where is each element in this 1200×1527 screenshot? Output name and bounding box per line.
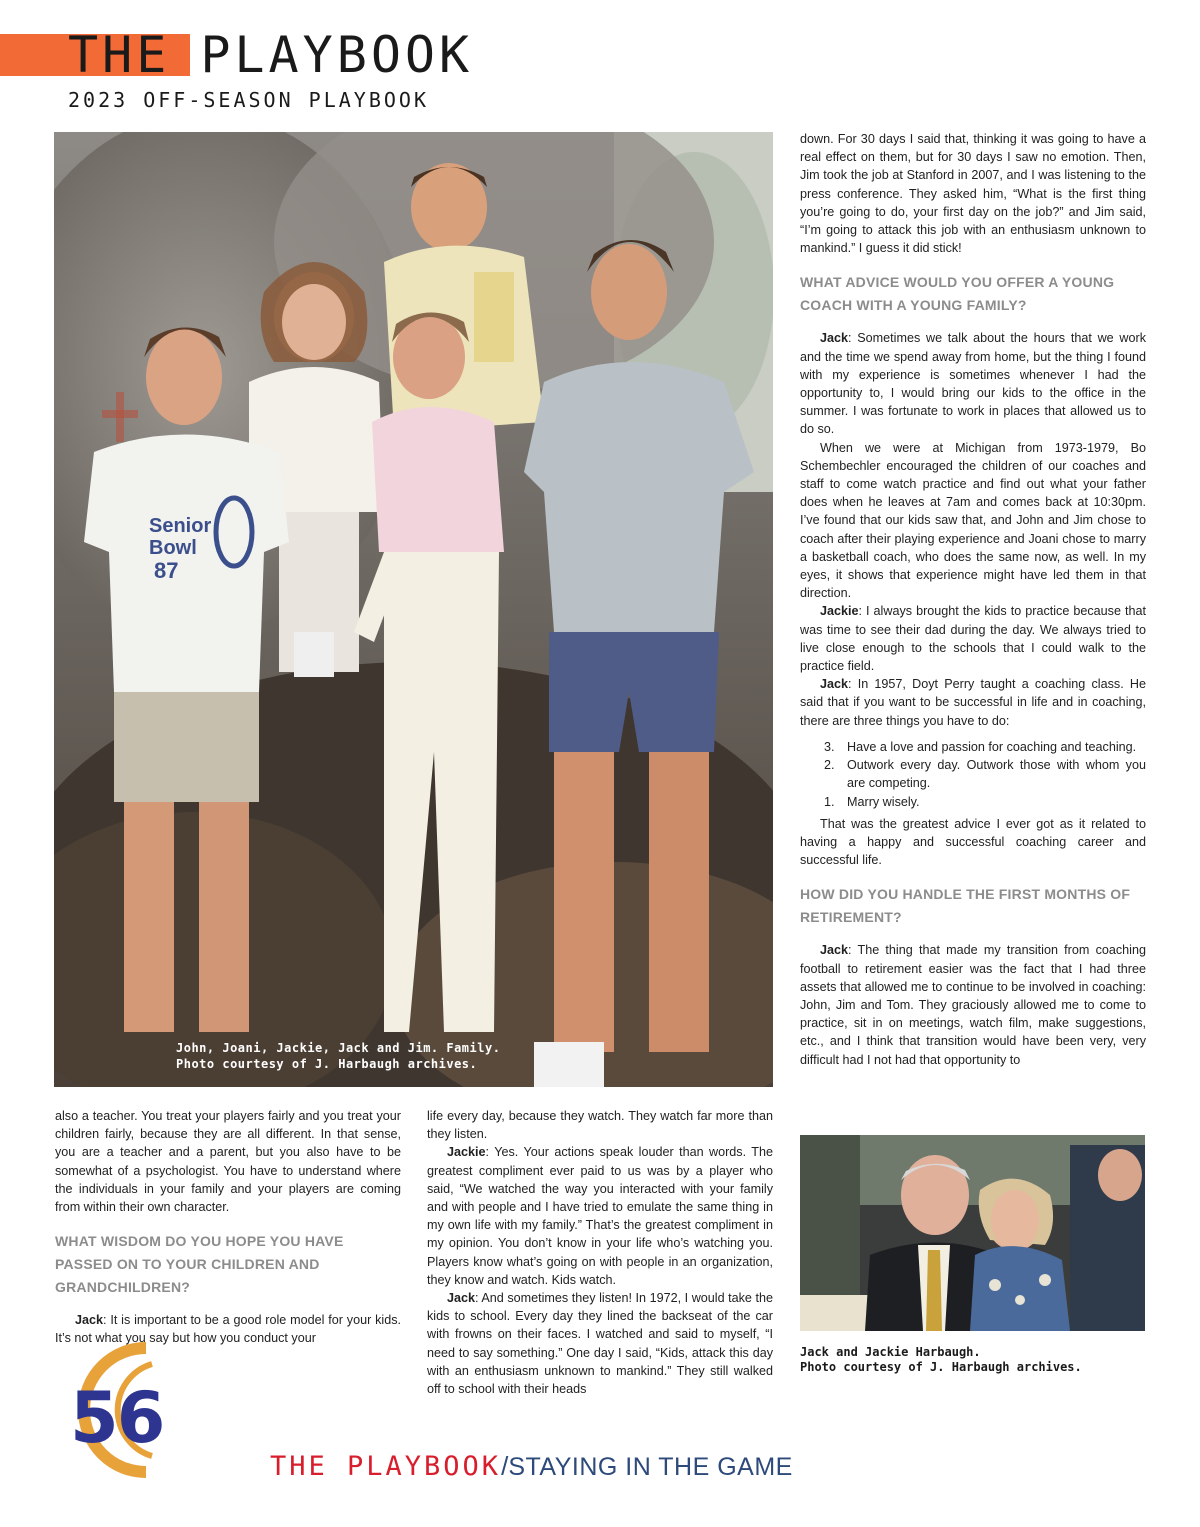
paragraph [800, 602, 1146, 675]
article-column-right [800, 130, 1146, 1069]
paragraph-text: : It is important to be a good role model for your kids. It’s not what you say but how you conduct your [55, 1313, 401, 1346]
page-number: 56 [70, 1377, 164, 1459]
paragraph-text: : In 1957, Doyt Perry taught a coaching class. He said that if you want to be successful in life and in coaching, there are three things you have to do: [800, 677, 1146, 728]
speaker-name: Jackie [820, 604, 859, 619]
paragraph [427, 1143, 773, 1289]
magazine-title-the: THE [68, 26, 171, 84]
question-heading-wisdom: WHAT WISDOM DO YOU HOPE YOU HAVE PASSED ON TO YOUR CHILDREN AND GRANDCHILDREN? [55, 1233, 344, 1296]
magazine-subtitle: 2023 OFF-SEASON PLAYBOOK [68, 88, 429, 112]
magazine-title [68, 28, 473, 82]
paragraph [800, 941, 1146, 1068]
magazine-title-playbook: PLAYBOOK [200, 26, 474, 84]
shirt-text-bowl: Bowl [149, 537, 197, 559]
list-item-number: 3. [824, 739, 835, 754]
couple-photo-caption-names: Jack and Jackie Harbaugh. [800, 1345, 981, 1359]
speaker-name: Jack [75, 1313, 104, 1328]
paragraph: When we were at Michigan from 1973-1979, Bo Schembechler encouraged the children of our coaches and staff to come watch practice and find out what your father does when he leaves at 7am and comes back at 10:30pm. I’ve found that our kids saw that, and John and Jim chose to coach after their playing experience and Joani chose to marry a basketball coach, who does the same now, as well. In my eyes, it shows that experience might have led them in that direction. [800, 440, 1146, 601]
family-photo-caption [176, 1040, 500, 1072]
article-column-middle [427, 1107, 773, 1398]
list-item-text: Have a love and passion for coaching and teaching. [847, 739, 1137, 754]
shirt-text-senior: Senior [149, 515, 212, 537]
paragraph-text: : Yes. Your actions speak louder than words. The greatest compliment ever paid to us was by a player who said, “We watched the way you interacted with your family and with people and I have tried to emulate the same thing in my own life with my family.” That’s the greatest compliment in my opinion. You don’t know in your life who’s watching you. Players know what’s going on with people in an organization, they know and watch. Kids watch. [427, 1145, 773, 1287]
paragraph: also a teacher. You treat your players fairly and you treat your children fairly, because they are all different. In that sense, you are a teacher and a parent, but you also have to be somewhat of a psychologist. You have to understand where the individuals in your family and your players are coming from within their own character. [55, 1109, 401, 1215]
footer-tagline: STAYING IN THE GAME [508, 1453, 793, 1481]
speaker-name: Jackie [447, 1145, 486, 1160]
list-item [800, 756, 1146, 792]
footer-brand: THE PLAYBOOK [270, 1451, 502, 1482]
couple-photo-caption [800, 1345, 1082, 1375]
family-photo-caption-credit: Photo courtesy of J. Harbaugh archives. [176, 1057, 478, 1071]
list-item-text: Outwork every day. Outwork those with whom you are competing. [847, 758, 1146, 791]
paragraph [800, 329, 1146, 438]
list-item [800, 738, 1146, 756]
page-footer [270, 1450, 793, 1487]
speaker-name: Jack [820, 677, 849, 692]
list-item-number: 1. [824, 794, 835, 809]
paragraph-text: : The thing that made my transition from coaching football to retirement easier was the fact that I had three assets that allowed me to continue to be involved in coaching: John, Jim and Tom. They graciously allowed me to come to practice, sit in on meetings, watch film, make suggestions, etc., and I think that transition would have been very, very difficult had I not had that opportunity to [800, 943, 1146, 1067]
couple-photo-caption-credit: Photo courtesy of J. Harbaugh archives. [800, 1360, 1082, 1374]
family-photo [54, 132, 773, 1087]
speaker-name: Jack [447, 1291, 476, 1306]
paragraph: life every day, because they watch. They watch far more than they listen. [427, 1109, 773, 1142]
paragraph [800, 675, 1146, 730]
paragraph-text: : Sometimes we talk about the hours that we work and the time we spend away from home, but the thing I found with my experience is sometimes whenever I had the opportunity to, I would bring our kids to the office in the summer. I was fortunate to work in places that allowed us to do so. [800, 331, 1146, 437]
list-item-text: Marry wisely. [847, 794, 920, 809]
question-heading-retirement: HOW DID YOU HANDLE THE FIRST MONTHS OF RETIREMENT? [800, 886, 1131, 926]
question-heading-advice: WHAT ADVICE WOULD YOU OFFER A YOUNG COACH WITH A YOUNG FAMILY? [800, 274, 1115, 314]
speaker-name: Jack [820, 943, 849, 958]
speaker-name: Jack [820, 331, 849, 346]
paragraph: That was the greatest advice I ever got as it related to having a happy and successful coaching career and successful life. [800, 816, 1146, 868]
paragraph: down. For 30 days I said that, thinking it was going to have a real effect on them, but for 30 days I saw no emotion. Then, Jim took the job at Stanford in 2007, and I was listening to the press conference. They asked him, “What is the first thing you’re going to do, your first day on the job?” and Jim said, “I’m going to attack this job with an enthusiasm unknown to mankind.” I guess it did stick! [800, 132, 1146, 256]
paragraph-text: : I always brought the kids to practice because that was time to see their dad during the day. We always tried to live close enough to the schools that I could walk to the practice field. [800, 604, 1146, 674]
list-item [800, 793, 1146, 811]
paragraph [427, 1289, 773, 1398]
paragraph-text: : And sometimes they listen! In 1972, I would take the kids to school. Every day they lined the backseat of the car with frowns on their faces. I watched and said to myself, “I need to say something.” One day I said, “Kids, attack this day with an enthusiasm unknown to mankind.” They still walked off to school with their heads [427, 1291, 773, 1397]
shirt-text-year: 87 [154, 558, 179, 583]
list-item-number: 2. [824, 758, 835, 773]
article-column-left [55, 1107, 401, 1348]
family-photo-caption-names: John, Joani, Jackie, Jack and Jim. Family. [176, 1041, 501, 1055]
footer-slash: / [501, 1451, 509, 1481]
couple-photo [800, 1135, 1145, 1331]
advice-list [800, 738, 1146, 811]
